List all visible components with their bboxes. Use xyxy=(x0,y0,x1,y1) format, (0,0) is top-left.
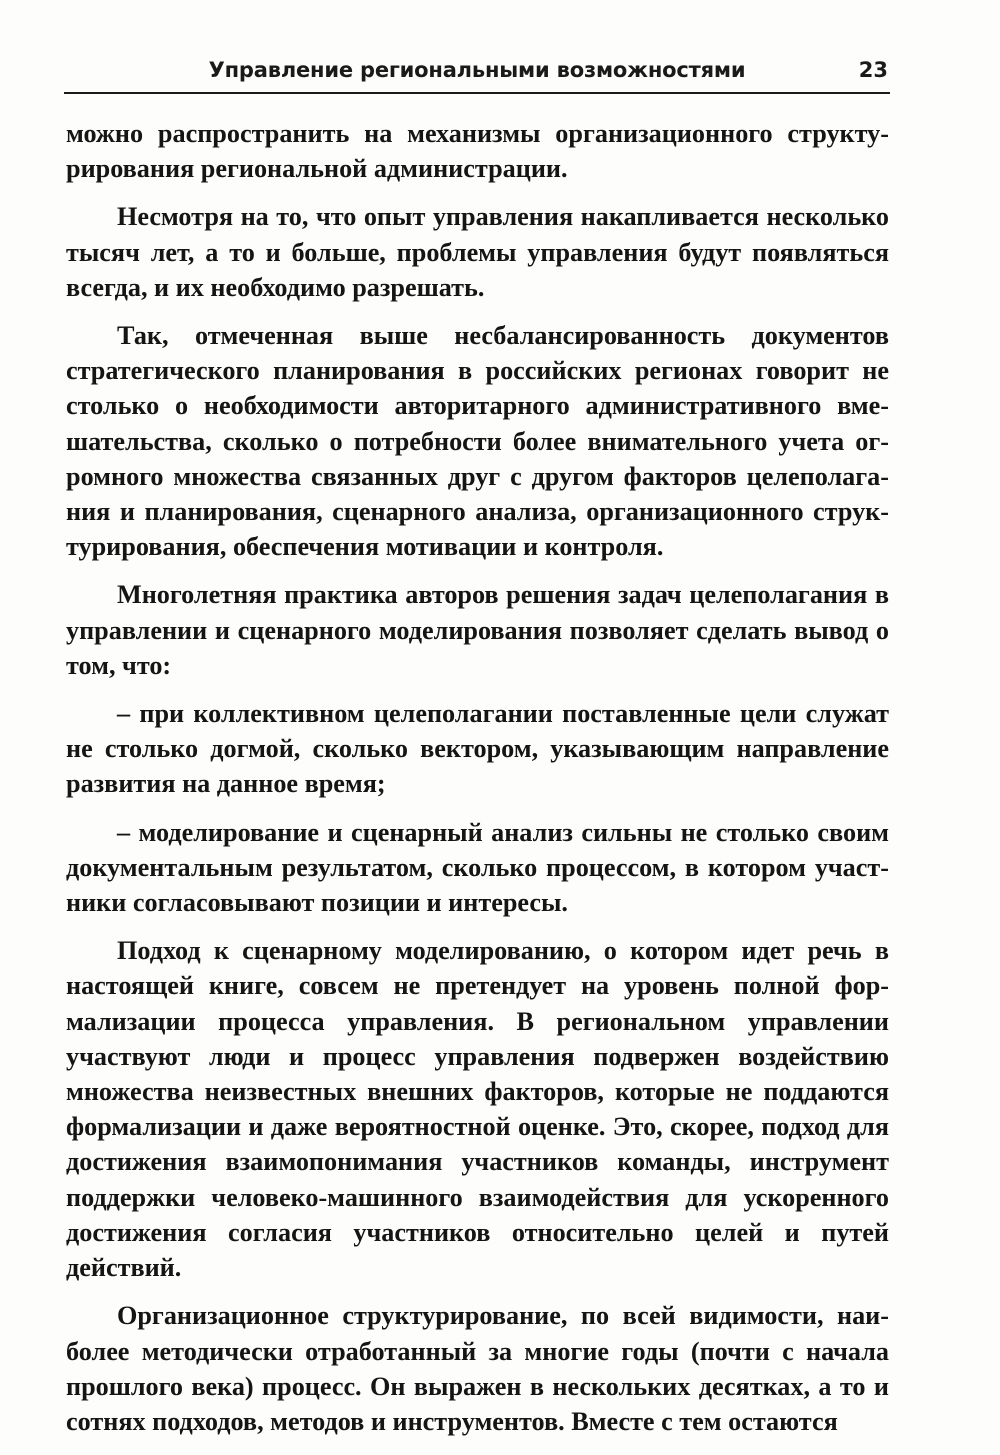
page-number: 23 xyxy=(858,58,888,82)
paragraph-5: Подход к сценарному моделированию, о котором идет речь в настоящей книге, совсем не претендует на уровень полной формализации процесса управления. В региональном управлении участвуют люди и процесс управления подвержен воздействию множества неизвестных внешних факторов, которые не поддаются формализации и даже вероятностной оценке. Это, скорее, подход для достижения взаимопонимания участников команды, инструмент поддержки человеко-машинного взаимодействия для ускоренного достижения согласия участников относительно целей и путей действий. xyxy=(66,936,889,1283)
paragraph-4: Многолетняя практика авторов решения задач целеполагания в управлении и сценарного моделирования позволяет сделать вывод о том, что: xyxy=(66,580,889,680)
body-text xyxy=(66,116,889,1452)
paragraph-6: Организационное структурирование, по всей видимости, наиболее методически отработанный за многие годы (почти с начала прошлого века) процесс. Он выражен в нескольких десятках, а то и сотнях подходов, методов и инструментов. Вместе с тем остаются xyxy=(66,1301,889,1436)
list-item-1: – при коллективном целеполагании поставленные цели служат не столько догмой, сколько вектором, указывающим направление развития на данное время; xyxy=(66,699,889,799)
paragraph-1: можно распространить на механизмы организационного структурирования региональной администрации. xyxy=(66,119,889,184)
paragraph-2: Несмотря на то, что опыт управления накапливается несколько тысяч лет, а то и больше, проблемы управления будут появляться всегда, и их необходимо разрешать. xyxy=(66,202,889,302)
running-title: Управление региональными возможностями xyxy=(208,58,746,82)
paragraph-3: Так, отмеченная выше несбалансированность документов стратегического планирования в российских регионах говорит не столько о необходимости авторитарного административного вмешательства, сколько о потребности более внимательного учета огромного множества связанных друг с другом факторов целеполагания и планирования, сценарного анализа, организационного структурирования, обеспечения мотивации и контроля. xyxy=(66,321,889,562)
running-header xyxy=(64,52,890,94)
list-item-2: – моделирование и сценарный анализ сильны не столько своим документальным результатом, сколько процессом, в котором участники согласовывают позиции и интересы. xyxy=(66,817,889,918)
